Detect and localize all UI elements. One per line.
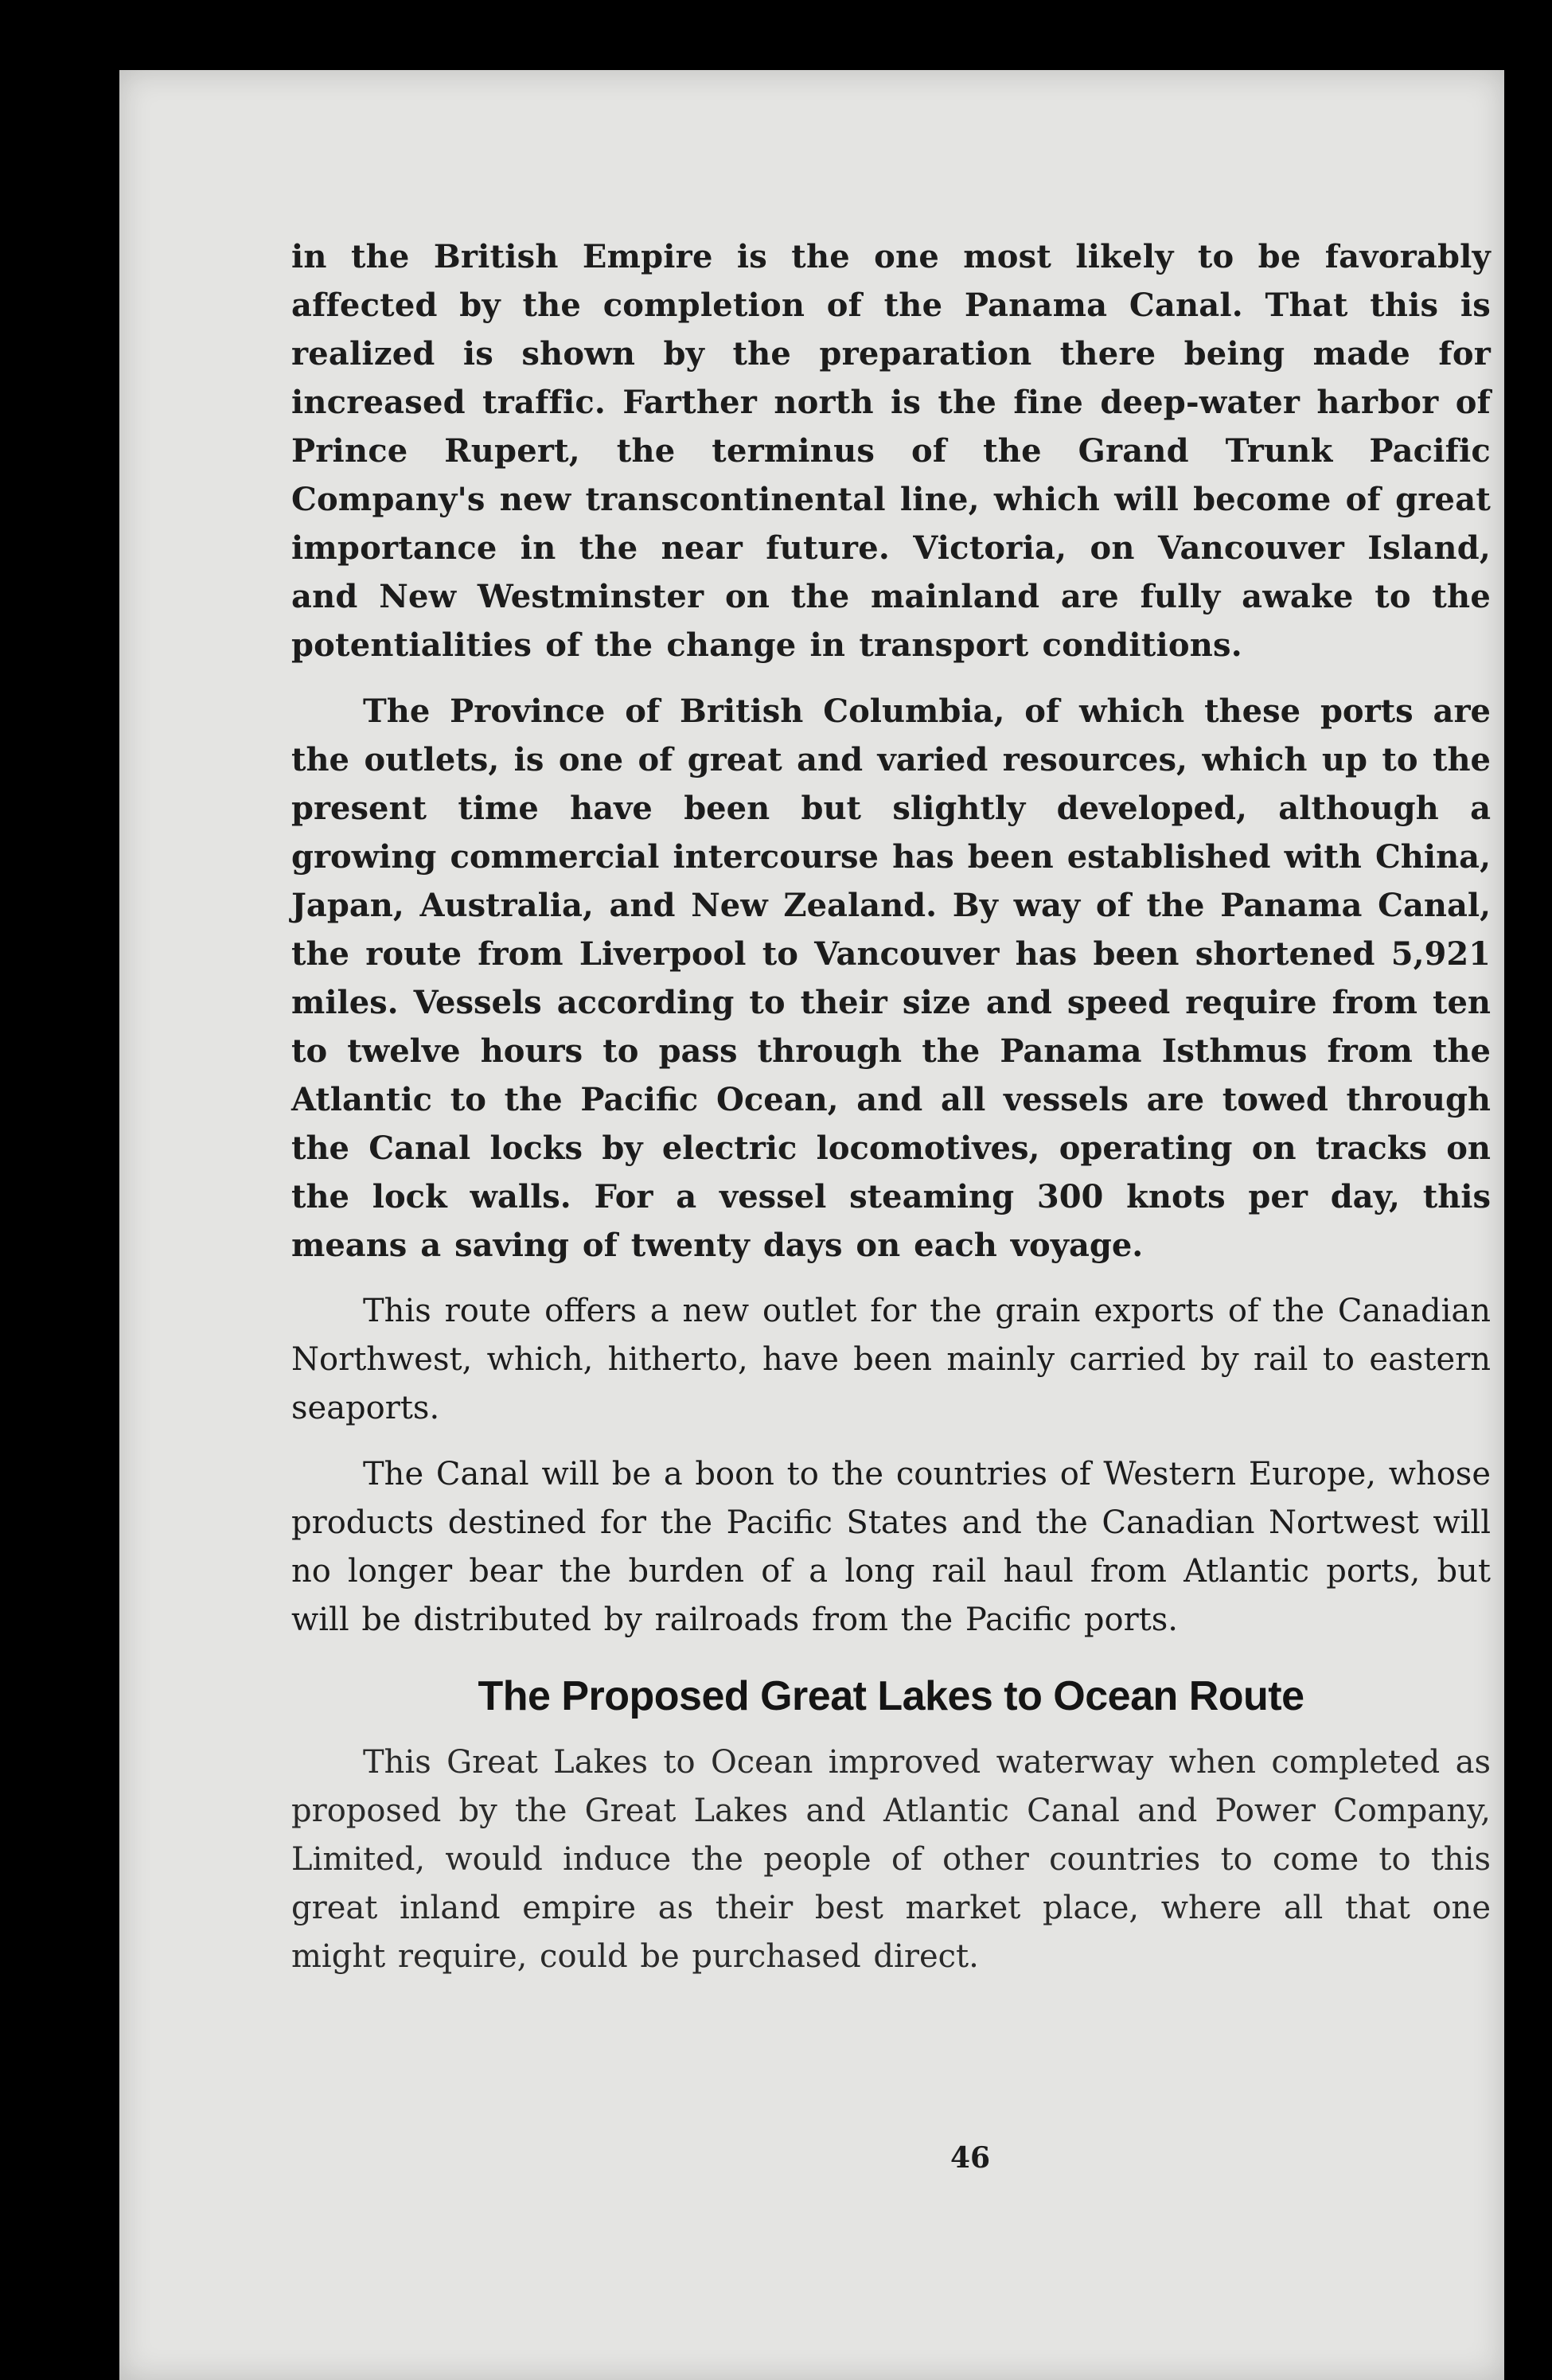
section-heading: The Proposed Great Lakes to Ocean Route (478, 1673, 1304, 1719)
paragraph-british-empire: in the British Empire is the one most likely to be favorably affected by the completion of the Panama Canal. That this is realized is shown by the preparation there being made for increased traffic. Farther north is the fine deep-water harbor of Prince Rupert, the terminus of the Grand Trunk Pacific Company's new transcontinental line, which will become of great importance in the near future. Victoria, on Vancouver Island, and New Westminster on the mainland are fully awake to the potentialities of the change in transport conditions. (291, 238, 1491, 664)
paragraph-british-columbia: The Province of British Columbia, of which these ports are the outlets, is one of great and varied resources, which up to the present time have been but slightly developed, although a growing commercial intercourse has been established with China, Japan, Australia, and New Zealand. By way of the Panama Canal, the route from Liverpool to Vancouver has been shortened 5,921 miles. Vessels according to their size and speed require from ten to twelve hours to pass through the Panama Isthmus from the Atlantic to the Pacific Ocean, and all vessels are towed through the Canal locks by electric locomotives, operating on tracks on the lock walls. For a vessel steaming 300 knots per day, this means a saving of twenty days on each voyage. (291, 693, 1491, 1264)
paragraph-grain-route: This route offers a new outlet for the grain exports of the Canadian Northwest, which, hitherto, have been mainly carried by rail to eastern seaports. (291, 1293, 1491, 1426)
page-body (291, 232, 1491, 1999)
paragraph-great-lakes-waterway: This Great Lakes to Ocean improved waterway when completed as proposed by the Great Lakes and Atlantic Canal and Power Company, Limited, would induce the people of other countries to come to this great inland empire as their best market place, where all that one might require, could be purchased direct. (291, 1744, 1491, 1975)
paragraph-western-europe: The Canal will be a boon to the countries of Western Europe, whose products destined for the Pacific States and the Canadian Nortwest will no longer bear the burden of a long rail haul from Atlantic ports, but will be distributed by railroads from the Pacific ports. (291, 1456, 1491, 1638)
page-number: 46 (950, 2141, 991, 2175)
